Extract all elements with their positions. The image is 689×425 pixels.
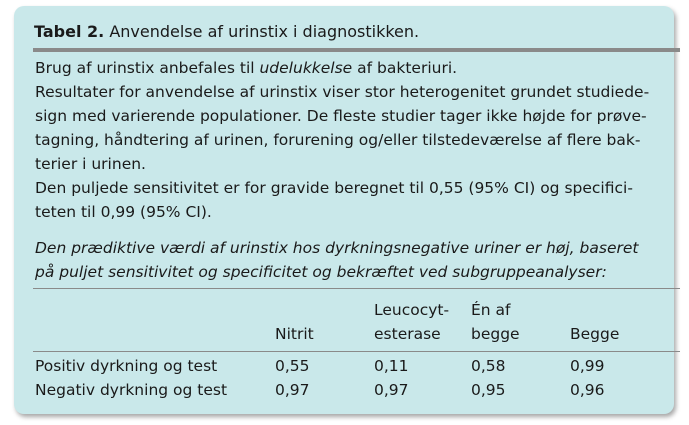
- row-label-positiv: Positiv dyrkning og test: [35, 357, 218, 375]
- body-line-1: Resultater for anvendelse af urinstix viser stor heterogenitet grundet studiede-: [35, 83, 650, 101]
- title-divider: [33, 48, 680, 52]
- col-header-esterase: esterase: [374, 325, 441, 343]
- body-line-3: tagning, håndtering af urinen, forurening og/eller tilstedeværelse af flere bak-: [35, 131, 641, 149]
- body-line-5: Den puljede sensitivitet er for gravide beregnet til 0,55 (95% CI) og specifici-: [35, 179, 633, 197]
- col-header-begge-both: Begge: [570, 325, 620, 343]
- col-header-en-af: Én af: [471, 301, 511, 319]
- cell-positiv-nitrit: 0,55: [275, 357, 310, 375]
- cell-positiv-leucocyt: 0,11: [374, 357, 409, 375]
- intro-post: af bakteriuri.: [352, 59, 458, 77]
- cell-negativ-en-af-begge: 0,95: [471, 381, 506, 399]
- table-top-rule: [33, 288, 680, 289]
- body-line-2: sign med varierende populationer. De fleste studier tager ikke højde for prøve-: [35, 107, 647, 125]
- col-header-begge: begge: [471, 325, 520, 343]
- row-label-negativ: Negativ dyrkning og test: [35, 381, 228, 399]
- cell-negativ-nitrit: 0,97: [275, 381, 310, 399]
- cell-positiv-en-af-begge: 0,58: [471, 357, 506, 375]
- col-header-leucocyt: Leucocyt-: [374, 301, 450, 319]
- body-line-6: teten til 0,99 (95% CI).: [35, 203, 212, 221]
- italic-line-2: på puljet sensitivitet og specificitet og bekræftet ved subgruppeanalyser:: [35, 263, 607, 281]
- cell-negativ-leucocyt: 0,97: [374, 381, 409, 399]
- intro-pre: Brug af urinstix anbefales til: [35, 59, 260, 77]
- table-card: [14, 6, 674, 414]
- cell-negativ-begge: 0,96: [570, 381, 605, 399]
- col-header-nitrit: Nitrit: [275, 325, 314, 343]
- intro-emphasis: udelukkelse: [259, 59, 353, 77]
- table-label: Tabel 2.: [34, 22, 105, 41]
- italic-line-1: Den prædiktive værdi af urinstix hos dyrkningsnegative uriner er høj, baseret: [35, 239, 639, 257]
- table-title: [34, 22, 419, 41]
- body-line-4: terier i urinen.: [35, 155, 146, 173]
- table-header-rule: [33, 351, 680, 352]
- intro-line: [35, 56, 680, 80]
- cell-positiv-begge: 0,99: [570, 357, 605, 375]
- table-title-text: Anvendelse af urinstix i diagnostikken.: [109, 22, 420, 41]
